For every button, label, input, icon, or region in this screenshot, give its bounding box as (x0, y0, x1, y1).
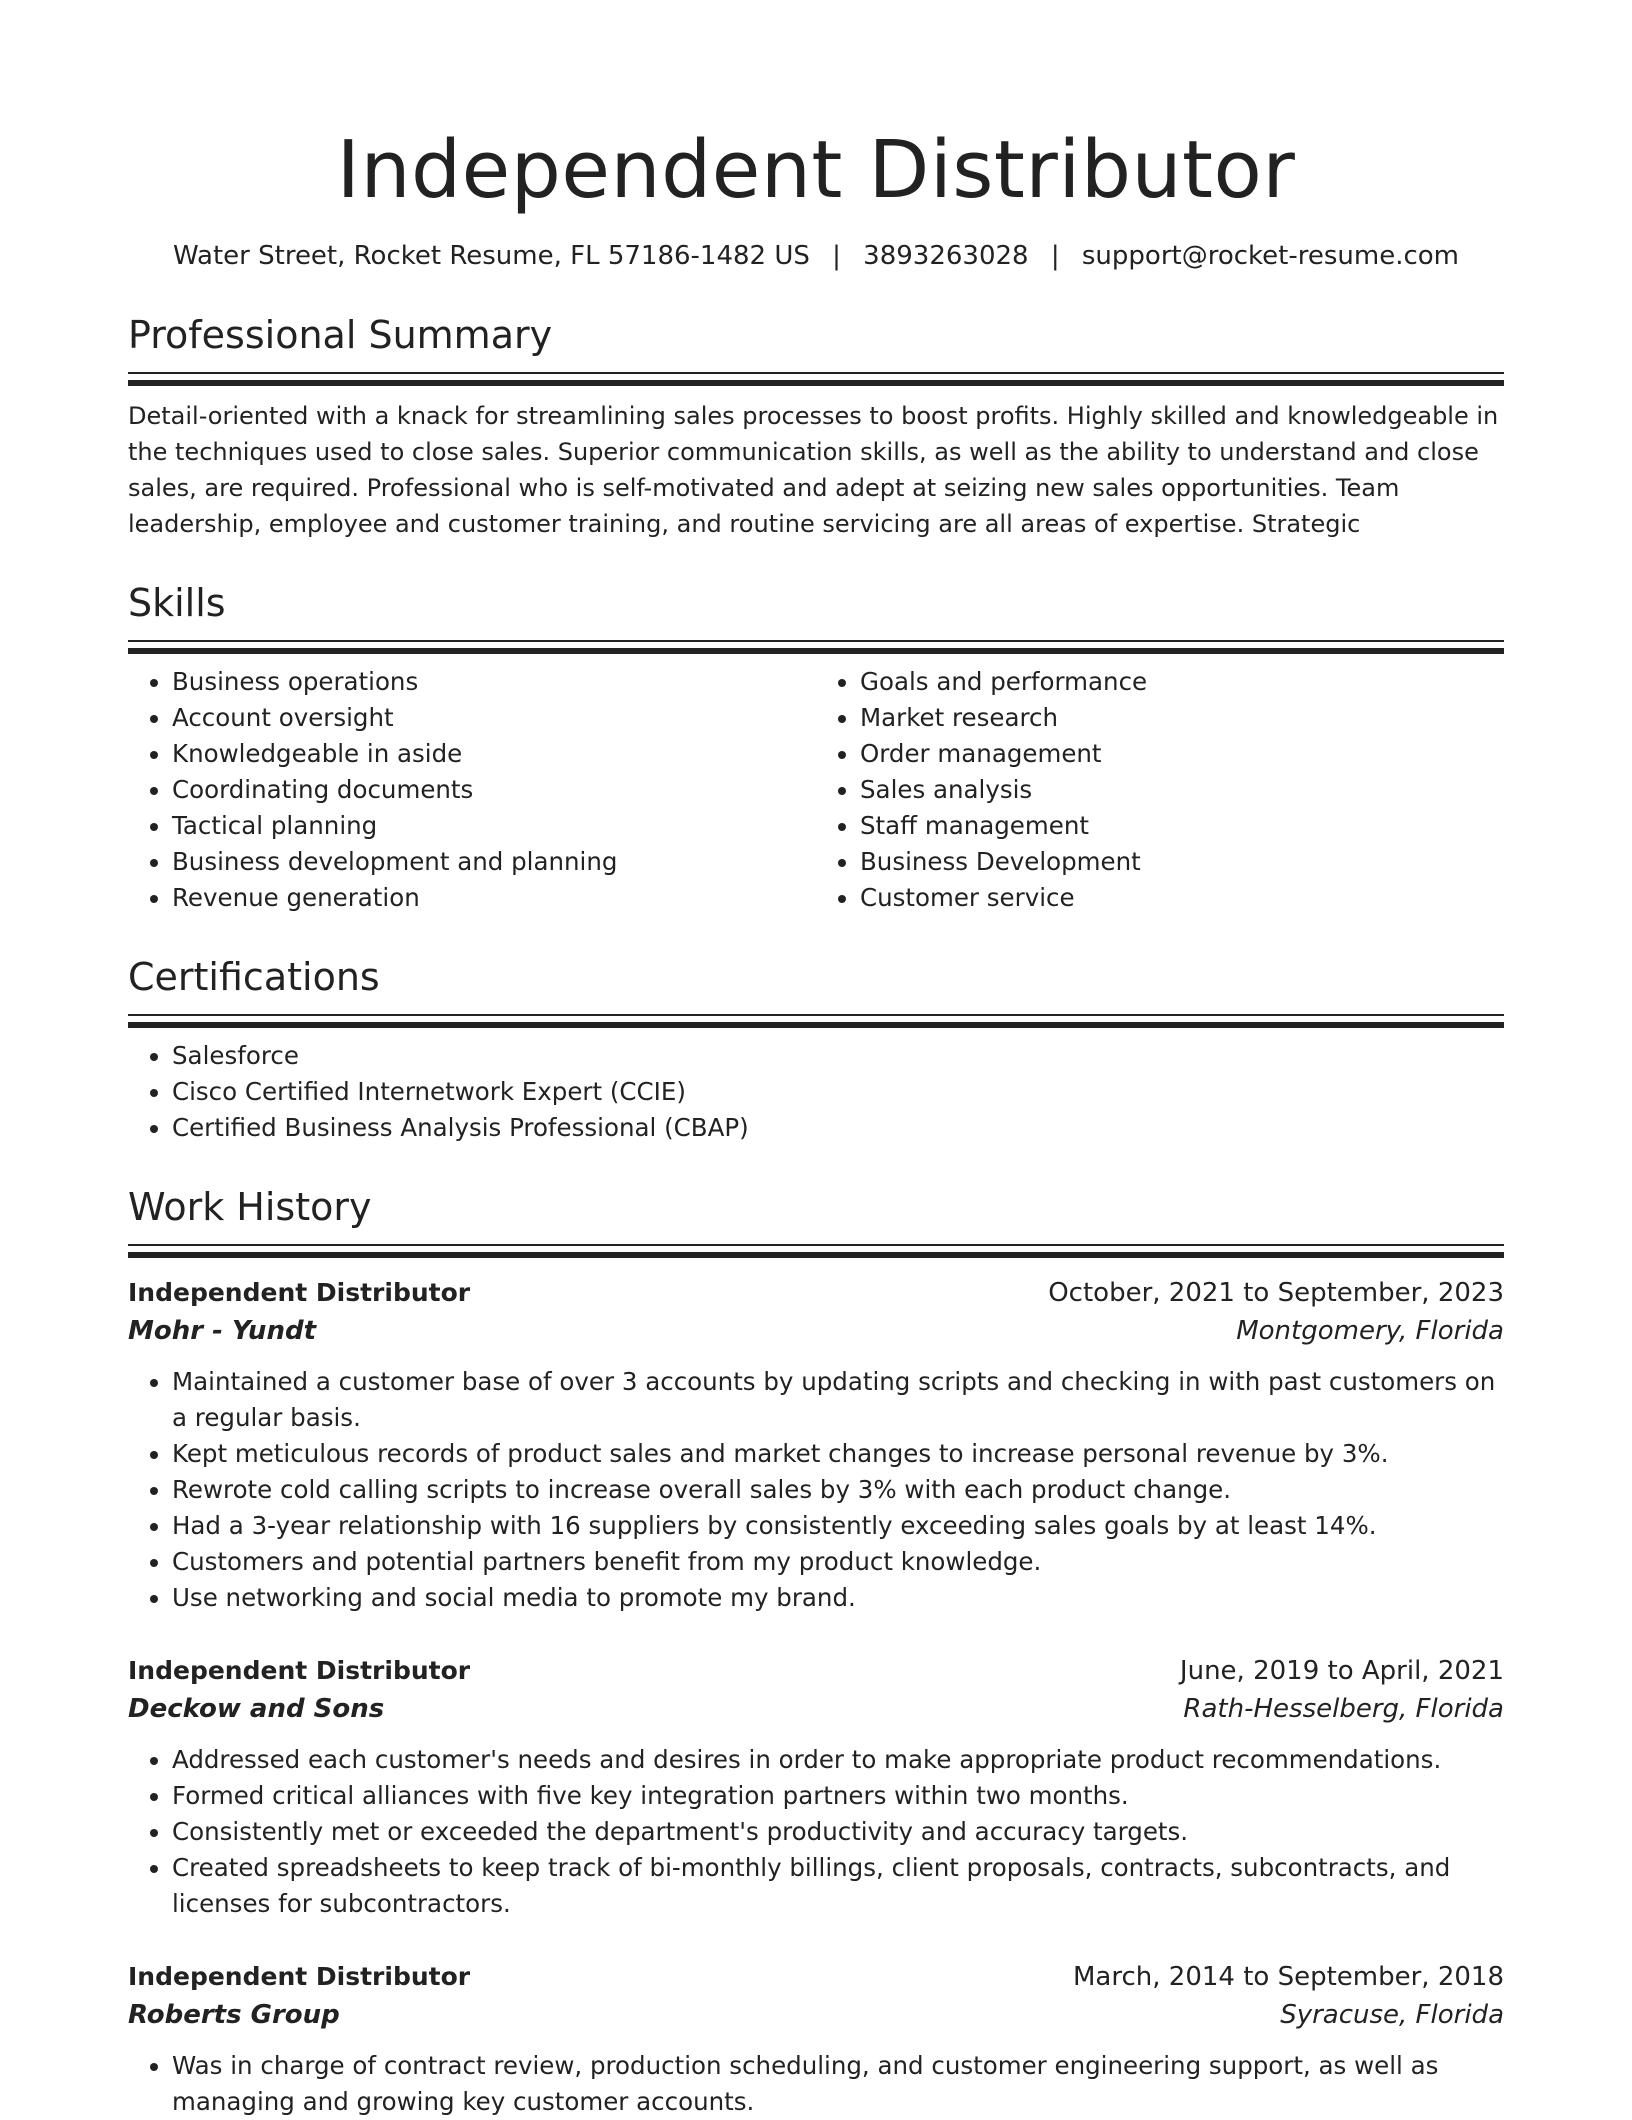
job-bullet: • Rewrote cold calling scripts to increase overall sales by 3% with each product change. (172, 1472, 1504, 1508)
section-divider (128, 640, 1504, 652)
certifications-section (128, 952, 1504, 1146)
section-divider (128, 1244, 1504, 1256)
work-history-section (128, 1182, 1504, 2120)
skill-item: • Staff management (860, 808, 1504, 844)
skills-grid (128, 652, 1504, 916)
skill-item: • Tactical planning (172, 808, 816, 844)
section-title-work-history: Work History (128, 1185, 372, 1229)
job-company: Roberts Group (128, 2000, 340, 2030)
job-header-row (128, 1958, 1504, 1996)
skill-item: • Revenue generation (172, 880, 816, 916)
job-bullets (128, 1742, 1504, 1922)
job-bullets (128, 2048, 1504, 2120)
job-header-row (128, 1274, 1504, 1312)
job-entry (128, 1652, 1504, 1922)
resume-name: Independent Distributor (336, 124, 1296, 216)
section-title-certifications: Certifications (128, 955, 380, 999)
job-bullet: • Kept meticulous records of product sales and market changes to increase personal revenue by 3%. (172, 1436, 1504, 1472)
job-subheader-row (128, 1996, 1504, 2034)
job-dates: March, 2014 to September, 2018 (1073, 1962, 1504, 1992)
job-location: Rath-Hesselberg, Florida (1183, 1694, 1504, 1724)
skill-item: • Order management (860, 736, 1504, 772)
job-bullets (128, 1364, 1504, 1616)
job-subheader-row (128, 1312, 1504, 1350)
job-title: Independent Distributor (128, 1962, 471, 1991)
skill-item: • Knowledgeable in aside (172, 736, 816, 772)
skills-list-left (128, 664, 816, 916)
job-header-row (128, 1652, 1504, 1690)
job-dates: October, 2021 to September, 2023 (1048, 1278, 1504, 1308)
job-bullet: • Consistently met or exceeded the department's productivity and accuracy targets. (172, 1814, 1504, 1850)
certification-item: • Certified Business Analysis Professional (CBAP) (172, 1110, 1504, 1146)
skill-item: • Market research (860, 700, 1504, 736)
job-entry (128, 1274, 1504, 1616)
job-bullet: • Was in charge of contract review, production scheduling, and customer engineering support, as well as managing and growing key customer accounts. (172, 2048, 1504, 2120)
job-subheader-row (128, 1690, 1504, 1728)
contact-email: support@rocket-resume.com (1081, 241, 1459, 271)
job-bullet: • Maintained a customer base of over 3 accounts by updating scripts and checking in with past customers on a regular basis. (172, 1364, 1504, 1436)
skills-list-right (816, 664, 1504, 916)
section-title-skills: Skills (128, 581, 226, 625)
job-bullet: • Had a 3-year relationship with 16 suppliers by consistently exceeding sales goals by at least 14%. (172, 1508, 1504, 1544)
contact-separator: | (832, 241, 841, 271)
job-entry (128, 1958, 1504, 2120)
skill-item: • Account oversight (172, 700, 816, 736)
job-title: Independent Distributor (128, 1278, 471, 1307)
certification-item: • Salesforce (172, 1038, 1504, 1074)
summary-text: Detail-oriented with a knack for streamlining sales processes to boost profits. Highly skilled and knowledgeable in the techniques used to close sales. Superior communication skills, as well as the ability to understand and close sales, are required. Professional who is self-motivated and adept at seizing new sales opportunities. Team leadership, employee and customer training, and routine servicing are all areas of expertise. Strategic (128, 402, 1499, 538)
skill-item: • Business operations (172, 664, 816, 700)
job-bullet: • Customers and potential partners benefit from my product knowledge. (172, 1544, 1504, 1580)
contact-separator: | (1050, 241, 1060, 271)
certifications-list (128, 1038, 1504, 1146)
summary-section (128, 310, 1504, 542)
job-company: Deckow and Sons (128, 1694, 385, 1724)
job-dates: June, 2019 to April, 2021 (1179, 1656, 1504, 1686)
job-bullet: • Use networking and social media to promote my brand. (172, 1580, 1504, 1616)
section-title-summary: Professional Summary (128, 313, 553, 357)
job-location: Syracuse, Florida (1280, 2000, 1504, 2030)
contact-address: Water Street, Rocket Resume, FL 57186-1482 US (173, 241, 810, 271)
job-location: Montgomery, Florida (1236, 1316, 1504, 1346)
job-bullet: • Addressed each customer's needs and desires in order to make appropriate product recommendations. (172, 1742, 1504, 1778)
skills-section (128, 578, 1504, 916)
job-bullet: • Created spreadsheets to keep track of bi-monthly billings, client proposals, contracts, subcontracts, and licenses for subcontractors. (172, 1850, 1504, 1922)
job-title: Independent Distributor (128, 1656, 471, 1685)
skill-item: • Customer service (860, 880, 1504, 916)
contact-line (128, 238, 1504, 274)
skill-item: • Coordinating documents (172, 772, 816, 808)
skill-item: • Goals and performance (860, 664, 1504, 700)
skill-item: • Business development and planning (172, 844, 816, 880)
section-divider (128, 1014, 1504, 1026)
job-company: Mohr - Yundt (128, 1316, 316, 1346)
skill-item: • Business Development (860, 844, 1504, 880)
job-bullet: • Formed critical alliances with five key integration partners within two months. (172, 1778, 1504, 1814)
section-divider (128, 372, 1504, 384)
skill-item: • Sales analysis (860, 772, 1504, 808)
certification-item: • Cisco Certified Internetwork Expert (CCIE) (172, 1074, 1504, 1110)
contact-phone: 3893263028 (863, 241, 1029, 271)
